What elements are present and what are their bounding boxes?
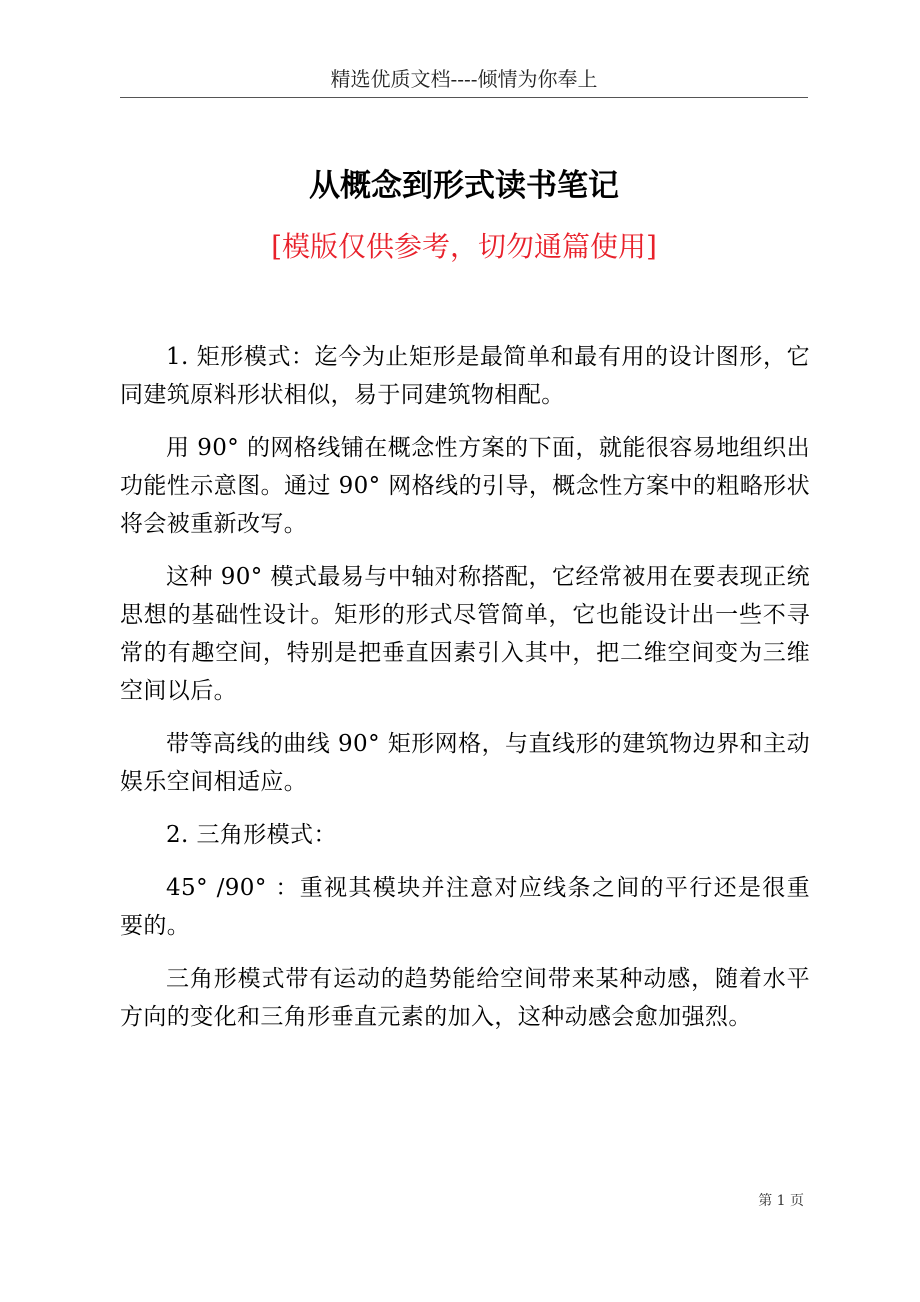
paragraph-axial-symmetry: 这种 90° 模式最易与中轴对称搭配，它经常被用在要表现正统思想的基础性设计。矩形的形式尽管简单，它也能设计出一些不寻常的有趣空间，特别是把垂直因素引入其中，把二维空间变为三维空间以后。 — [120, 564, 810, 704]
page-header: 精选优质文档----倾情为你奉上 — [330, 67, 598, 91]
paragraph-contour-grid: 带等高线的曲线 90° 矩形网格，与直线形的建筑物边界和主动娱乐空间相适应。 — [120, 731, 810, 795]
paragraph-45-90: 45° /90° ：重视其模块并注意对应线条之间的平行还是很重要的。 — [120, 875, 810, 939]
paragraph-triangle-mode: 2. 三角形模式： — [166, 822, 337, 848]
paragraph-triangle-motion: 三角形模式带有运动的趋势能给空间带来某种动感，随着水平方向的变化和三角形垂直元素的加入，这种动感会愈加强烈。 — [120, 966, 810, 1030]
document-body — [120, 338, 810, 1051]
header-rule — [120, 97, 808, 98]
paragraph-grid-lines: 用 90° 的网格线铺在概念性方案的下面，就能很容易地组织出功能性示意图。通过 90° 网格线的引导，概念性方案中的粗略形状将会被重新改写。 — [120, 435, 810, 537]
paragraph-rectangle-mode: 1. 矩形模式：迄今为止矩形是最简单和最有用的设计图形，它同建筑原料形状相似，易于同建筑物相配。 — [120, 344, 810, 408]
page-number: 第 1 页 — [758, 1193, 804, 1209]
document-title: 从概念到形式读书笔记 — [309, 168, 619, 204]
template-notice: [模版仅供参考，切勿通篇使用] — [271, 230, 657, 263]
